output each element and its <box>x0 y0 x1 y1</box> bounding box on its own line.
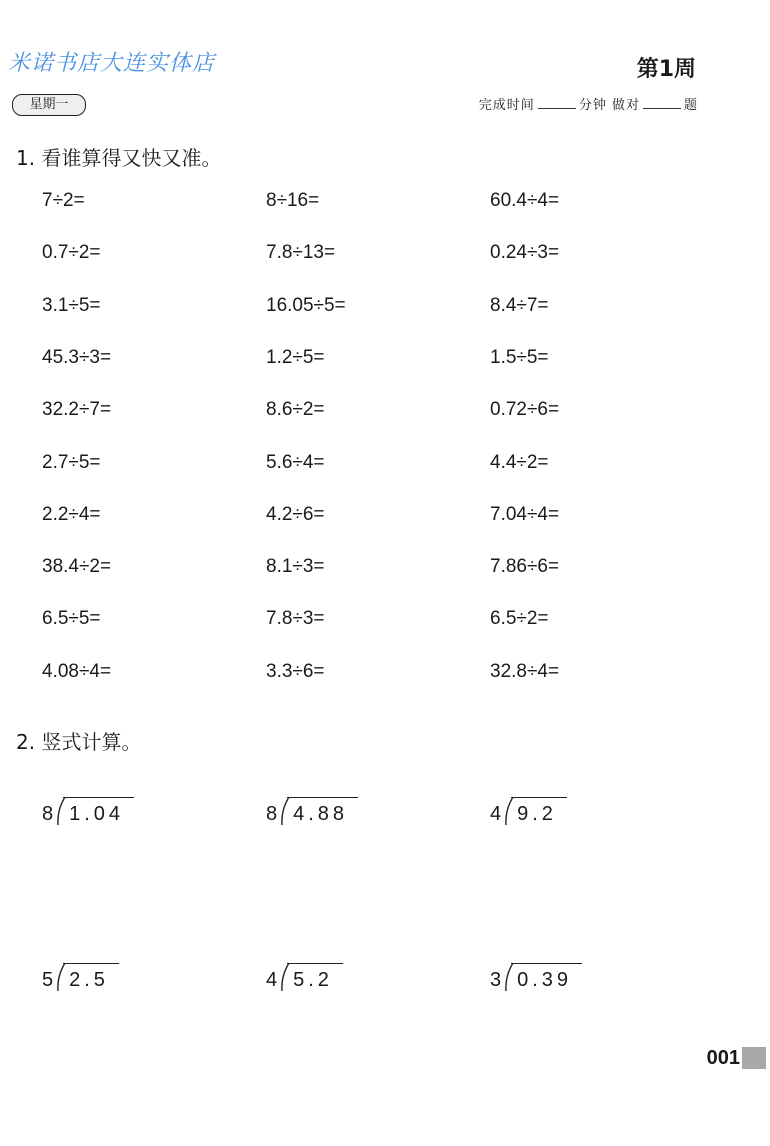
calc-problem: 0.24÷3= <box>490 242 560 264</box>
week-title: 第1周 <box>636 57 696 82</box>
calc-problem: 5.6÷4= <box>266 451 325 473</box>
calc-problem: 3.1÷5= <box>42 294 101 316</box>
calc-problem: 8.4÷7= <box>490 294 549 316</box>
calc-problem: 7.8÷13= <box>266 242 336 264</box>
division-bracket-icon <box>55 796 67 826</box>
calc-problem: 6.5÷2= <box>490 608 549 630</box>
long-division-problem <box>266 796 358 826</box>
calc-problem: 0.72÷6= <box>490 399 560 421</box>
calc-problem: 7.04÷4= <box>490 503 560 525</box>
calc-problem: 8.1÷3= <box>266 556 325 578</box>
calc-problem: 7.86÷6= <box>490 556 560 578</box>
dividend: 4.88 <box>293 803 358 826</box>
calc-problem: 38.4÷2= <box>42 556 112 578</box>
questions-label: 题 <box>683 98 698 113</box>
calc-problem: 7÷2= <box>42 190 85 211</box>
division-bracket-icon <box>279 962 291 992</box>
page-number: 001 <box>706 1047 740 1069</box>
dividend: 2.5 <box>69 969 119 992</box>
calc-problem: 1.5÷5= <box>490 346 549 368</box>
page-number-tab <box>742 1047 766 1069</box>
section1-title: 1. 看谁算得又快又准。 <box>16 146 222 170</box>
divisor: 3 <box>490 969 502 991</box>
calc-problem: 4.2÷6= <box>266 503 325 525</box>
dividend: 9.2 <box>517 803 567 826</box>
long-division-problem <box>490 962 582 992</box>
calc-problem: 3.3÷6= <box>266 660 325 682</box>
calc-problem: 7.8÷3= <box>266 608 325 630</box>
correct-blank <box>643 96 681 109</box>
time-label: 完成时间 <box>478 98 535 113</box>
calc-problem: 4.08÷4= <box>42 660 112 682</box>
calc-problem: 2.2÷4= <box>42 503 101 525</box>
dividend: 1.04 <box>69 803 134 826</box>
calc-problem: 6.5÷5= <box>42 608 101 630</box>
calc-problem: 8÷16= <box>266 190 320 211</box>
day-tag: 星期一 <box>12 94 86 116</box>
calc-problem: 45.3÷3= <box>42 346 112 368</box>
store-watermark: 米诺书店大连实体店 <box>8 51 216 76</box>
long-division-problem <box>42 962 119 992</box>
division-bracket-icon <box>503 796 515 826</box>
calc-problem: 0.7÷2= <box>42 242 101 264</box>
correct-label: 做对 <box>611 98 640 113</box>
section2-title: 2. 竖式计算。 <box>16 730 142 754</box>
calc-problem: 16.05÷5= <box>266 294 346 316</box>
calc-problem: 8.6÷2= <box>266 399 325 421</box>
completion-meta <box>479 94 698 113</box>
long-division-problem <box>42 796 134 826</box>
division-bracket-icon <box>55 962 67 992</box>
minutes-label: 分钟 <box>578 98 607 113</box>
calc-problem: 32.2÷7= <box>42 399 112 421</box>
dividend: 5.2 <box>293 969 343 992</box>
division-bracket-icon <box>279 796 291 826</box>
long-division-problem <box>490 796 567 826</box>
calc-problem: 32.8÷4= <box>490 660 560 682</box>
calc-problem: 1.2÷5= <box>266 346 325 368</box>
division-bracket-icon <box>503 962 515 992</box>
calc-problem: 4.4÷2= <box>490 451 549 473</box>
dividend: 0.39 <box>517 969 582 992</box>
calc-problem: 2.7÷5= <box>42 451 101 473</box>
divisor: 8 <box>42 803 54 825</box>
divisor: 5 <box>42 969 54 991</box>
divisor: 8 <box>266 803 278 825</box>
time-blank <box>538 96 576 109</box>
long-division-problem <box>266 962 343 992</box>
calc-problem: 60.4÷4= <box>490 190 560 211</box>
divisor: 4 <box>266 969 278 991</box>
divisor: 4 <box>490 803 502 825</box>
